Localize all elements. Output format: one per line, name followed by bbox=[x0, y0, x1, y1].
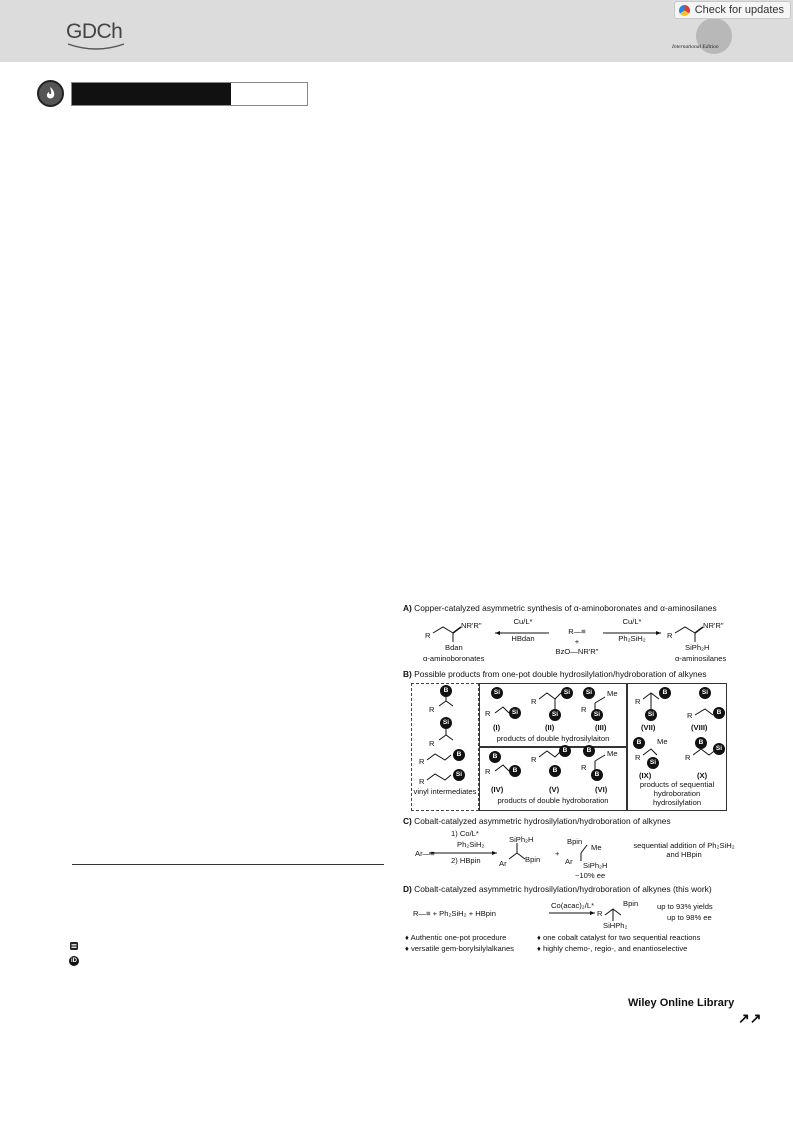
scheme-c-prod2-me: Me bbox=[591, 843, 602, 852]
scheme-d-bullet: ♦ highly chemo-, regio-, and enantioselective bbox=[537, 944, 688, 953]
scheme-d-letter: D) bbox=[403, 884, 412, 894]
hot-paper-icon bbox=[37, 80, 64, 107]
scheme-d-ee: up to 98% ee bbox=[667, 913, 712, 922]
silicon-ball: Si bbox=[647, 757, 659, 769]
scheme-a-right-reagent-bottom: Ph₂SiH₂ bbox=[618, 634, 646, 643]
label-ii: (II) bbox=[545, 723, 555, 732]
r-label: R bbox=[485, 767, 491, 776]
scheme-c-prod2-si: SiPh₂H bbox=[583, 861, 608, 870]
scheme-a-left-group: Bdan bbox=[445, 643, 463, 652]
r-label: R bbox=[581, 705, 587, 714]
scheme-c-prod2-bpin: Bpin bbox=[567, 837, 583, 846]
scheme-d-catalyst: Co(acac)₂/L* bbox=[551, 901, 595, 910]
scheme-c-title bbox=[403, 816, 671, 826]
scheme-d-title-text: Cobalt-catalyzed asymmetric hydrosilylation/hydroboration of alkynes (this work) bbox=[414, 884, 712, 894]
boron-ball: B bbox=[695, 737, 707, 749]
silicon-ball: Si bbox=[583, 687, 595, 699]
r-label: R bbox=[635, 753, 641, 762]
silicon-ball: Si bbox=[645, 709, 657, 721]
silicon-ball: Si bbox=[561, 687, 573, 699]
scheme-d-bullet: ♦ Authentic one-pot procedure bbox=[405, 933, 507, 942]
silicon-ball: Si bbox=[591, 709, 603, 721]
r-label: R bbox=[531, 697, 537, 706]
footnote-divider bbox=[72, 864, 384, 865]
scheme-d-reactants: R—≡ + Ph₂SiH₂ + HBpin bbox=[413, 909, 496, 918]
scheme-c-step2: 2) HBpin bbox=[451, 856, 481, 865]
r-label: R bbox=[687, 711, 693, 720]
scheme-d-bullet: ♦ one cobalt catalyst for two sequential reactions bbox=[537, 933, 701, 942]
edition-label: International Edition bbox=[672, 44, 719, 50]
boron-ball: B bbox=[509, 765, 521, 777]
scheme-a-left-reagent-bottom: HBdan bbox=[511, 634, 535, 643]
label-v: (V) bbox=[549, 785, 560, 794]
boron-ball: B bbox=[453, 749, 465, 761]
scheme-d-product-bpin: Bpin bbox=[623, 899, 639, 908]
vinyl-label: vinyl intermediates bbox=[413, 787, 477, 796]
silicon-ball: Si bbox=[440, 717, 452, 729]
r-label: R bbox=[531, 755, 537, 764]
scheme-a-right-reagent-top: Cu/L* bbox=[622, 617, 642, 626]
gdch-logo-text: GDCh bbox=[66, 20, 123, 43]
journal-header bbox=[0, 0, 793, 62]
caption-sequential: products of sequential hydroboration hydrosilylation bbox=[639, 780, 715, 807]
boron-ball: B bbox=[591, 769, 603, 781]
label-iii: (III) bbox=[595, 723, 607, 732]
label-vi: (VI) bbox=[595, 785, 608, 794]
scheme-a-letter: A) bbox=[403, 603, 412, 613]
r-label: R bbox=[581, 763, 587, 772]
silicon-ball: Si bbox=[491, 687, 503, 699]
label-x: (X) bbox=[697, 771, 708, 780]
r-label: R bbox=[485, 709, 491, 718]
scheme-c-prod1-ar: Ar bbox=[499, 859, 507, 868]
scheme-c-step1: 1) Co/L* bbox=[451, 829, 479, 838]
caption-double-hydroboration: products of double hydroboration bbox=[497, 796, 609, 805]
r-label: R bbox=[635, 697, 641, 706]
check-updates-label: Check for updates bbox=[694, 4, 784, 16]
scheme-a-left-substituent: NR'R" bbox=[461, 621, 482, 630]
caption-double-hydrosilylation: products of double hydrosilylaiton bbox=[496, 734, 610, 743]
gdch-swoosh-icon bbox=[66, 40, 126, 54]
section-bar-fill bbox=[72, 83, 231, 105]
scheme-b-title-text: Possible products from one-pot double hydrosilylation/hydroboration of alkynes bbox=[414, 669, 707, 679]
label-i: (I) bbox=[493, 723, 501, 732]
label-viii: (VIII) bbox=[691, 723, 708, 732]
scheme-c-step1b: Ph₂SiH₂ bbox=[457, 840, 485, 849]
boron-ball: B bbox=[713, 707, 725, 719]
silicon-ball: Si bbox=[509, 707, 521, 719]
vinyl-r-2: R bbox=[429, 739, 435, 748]
scheme-c-prod1-bpin: Bpin bbox=[525, 855, 541, 864]
section-bar bbox=[71, 82, 308, 106]
scheme-c-prod1-top: SiPh₂H bbox=[509, 835, 534, 844]
scheme-d-bullet: ♦ versatile gem-borylsilylalkanes bbox=[405, 944, 514, 953]
scheme-a-center-top: R—≡ bbox=[568, 627, 586, 636]
silicon-ball: Si bbox=[453, 769, 465, 781]
boron-ball: B bbox=[633, 737, 645, 749]
scheme-d-product-si: SiHPh₂ bbox=[603, 921, 628, 930]
silicon-ball: Si bbox=[549, 709, 561, 721]
me-label: Me bbox=[607, 749, 618, 758]
crossmark-icon bbox=[679, 5, 690, 16]
scheme-a-right-name: α-aminosilanes bbox=[675, 654, 727, 663]
vinyl-r-4: R bbox=[419, 777, 425, 786]
me-label: Me bbox=[657, 737, 668, 746]
boron-ball: B bbox=[659, 687, 671, 699]
scheme-a-center-plus: + bbox=[574, 637, 580, 646]
scheme-a-center-bottom: BzO—NR'R" bbox=[555, 647, 599, 656]
supporting-info-icon[interactable] bbox=[69, 941, 79, 951]
scheme-c-prod2-ar: Ar bbox=[565, 857, 573, 866]
scheme-c-note: sequential addition of Ph₂SiH₂ and HBpin bbox=[633, 841, 735, 859]
boron-ball: B bbox=[583, 745, 595, 757]
scheme-c-start: Ar—≡ bbox=[415, 849, 435, 858]
label-ix: (IX) bbox=[639, 771, 652, 780]
boron-ball: B bbox=[489, 751, 501, 763]
scheme-a-left-reagent-top: Cu/L* bbox=[513, 617, 533, 626]
scheme-d-yields: up to 93% yields bbox=[657, 902, 713, 911]
wiley-online-library-link[interactable]: Wiley Online Library bbox=[628, 997, 735, 1009]
scheme-c-title-text: Cobalt-catalyzed asymmetric hydrosilylation/hydroboration of alkynes bbox=[414, 816, 671, 826]
scheme-b-title bbox=[403, 669, 707, 679]
r-label: R bbox=[685, 753, 691, 762]
boron-ball: B bbox=[559, 745, 571, 757]
scheme-a-title-text: Copper-catalyzed asymmetric synthesis of α-aminoboronates and α-aminosilanes bbox=[414, 603, 717, 613]
me-label: Me bbox=[607, 689, 618, 698]
scheme-d-product-r: R bbox=[597, 909, 603, 918]
orcid-icon[interactable]: iD bbox=[71, 958, 77, 964]
scheme-a-right-group: SiPh₂H bbox=[685, 643, 710, 652]
silicon-ball: Si bbox=[713, 743, 725, 755]
silicon-ball: Si bbox=[699, 687, 711, 699]
scheme-c-letter: C) bbox=[403, 816, 412, 826]
scheme-a-right-r: R bbox=[667, 631, 673, 640]
scheme-a-left-name: α-aminoboronates bbox=[423, 654, 485, 663]
reaction-scheme-figure bbox=[399, 603, 739, 955]
boron-ball: B bbox=[440, 685, 452, 697]
label-iv: (IV) bbox=[491, 785, 504, 794]
scheme-b-letter: B) bbox=[403, 669, 412, 679]
boron-ball: B bbox=[549, 765, 561, 777]
check-for-updates-button[interactable] bbox=[674, 1, 791, 19]
external-link-arrows-icon: ↗↗ bbox=[738, 1010, 762, 1026]
label-vii: (VII) bbox=[641, 723, 656, 732]
scheme-d-title bbox=[403, 884, 712, 894]
scheme-a-right-substituent: NR'R" bbox=[703, 621, 724, 630]
vinyl-r-1: R bbox=[429, 705, 435, 714]
scheme-a-left-r: R bbox=[425, 631, 431, 640]
scheme-c-prod2-ee: ~10% ee bbox=[575, 871, 606, 880]
vinyl-r-3: R bbox=[419, 757, 425, 766]
scheme-c-plus: + bbox=[555, 849, 560, 858]
gdch-logo bbox=[66, 20, 126, 54]
